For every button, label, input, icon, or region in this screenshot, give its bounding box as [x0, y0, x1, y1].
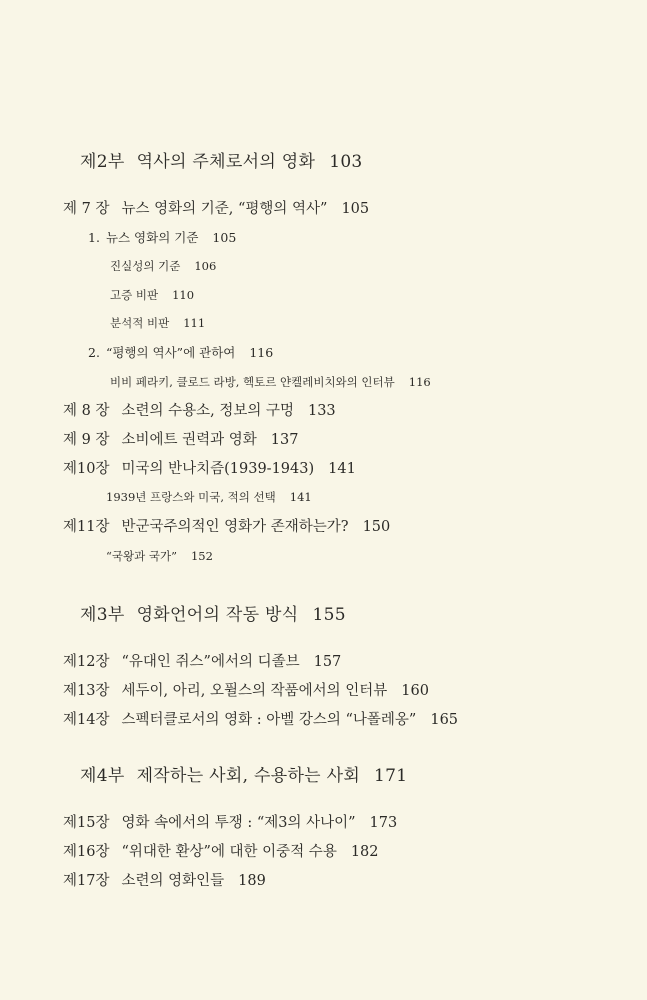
part-label: 제2부: [80, 152, 125, 172]
page-number: 189: [238, 873, 266, 889]
section-label: 1.: [88, 230, 100, 245]
page-number: 116: [249, 345, 274, 360]
page-number: 106: [194, 259, 217, 273]
part-title: 영화언어의 작동 방식: [136, 605, 299, 625]
page-number: 116: [408, 375, 431, 389]
page-number: 150: [362, 519, 391, 535]
toc-chapter: [63, 655, 341, 670]
chapter-label: 제13장: [63, 683, 110, 699]
chapter-title: “위대한 환상”에 대한 이중적 수용: [121, 844, 337, 860]
chapter-title: 미국의 반나치즘(1939-1943): [121, 461, 315, 477]
toc-subsection: [110, 318, 205, 330]
page-number: 171: [374, 766, 408, 786]
chapter-title: 소련의 수용소, 정보의 구멍: [121, 403, 294, 419]
page-number: 182: [350, 844, 379, 860]
toc-chapter: [63, 462, 356, 477]
chapter-label: 제16장: [63, 844, 110, 860]
part-label: 제4부: [80, 766, 125, 786]
part-title: 제작하는 사회, 수용하는 사회: [136, 766, 361, 786]
chapter-label: 제 7 장: [63, 201, 110, 217]
chapter-title: 뉴스 영화의 기준, “평행의 역사”: [121, 201, 328, 217]
chapter-label: 제12장: [63, 654, 110, 670]
chapter-title: 소비에트 권력과 영화: [121, 432, 257, 448]
toc-part-heading: [80, 768, 407, 785]
chapter-title: 반군국주의적인 영화가 존재하는가?: [121, 519, 349, 535]
chapter-label: 제 9 장: [63, 432, 110, 448]
subsection-title: 고증 비판: [110, 288, 159, 302]
chapter-label: 제14장: [63, 712, 110, 728]
toc-chapter: [63, 684, 429, 699]
page-number: 103: [329, 152, 363, 172]
toc-chapter: [63, 845, 379, 860]
page-number: 160: [401, 683, 429, 699]
page-number: 152: [190, 549, 213, 563]
chapter-title: “유대인 쥐스”에서의 디졸브: [121, 654, 300, 670]
page-number: 133: [307, 403, 336, 419]
page-number: 137: [270, 432, 299, 448]
page-number: 165: [430, 712, 459, 728]
toc-section: [88, 347, 273, 360]
page-number: 157: [313, 654, 342, 670]
toc-subsection: [106, 551, 213, 563]
subsection-title: 진실성의 기준: [110, 259, 181, 273]
chapter-label: 제17장: [63, 873, 110, 889]
chapter-label: 제10장: [63, 461, 110, 477]
page-number: 141: [289, 490, 312, 504]
toc-chapter: [63, 713, 458, 728]
toc-subsection: [110, 377, 431, 389]
section-title: “평행의 역사”에 관하여: [105, 345, 236, 360]
section-label: 2.: [88, 345, 100, 360]
chapter-title: 소련의 영화인들: [121, 873, 225, 889]
part-label: 제3부: [80, 605, 125, 625]
page-number: 110: [172, 288, 195, 302]
chapter-title: 세두이, 아리, 오퓔스의 작품에서의 인터뷰: [121, 683, 388, 699]
page-number: 111: [183, 316, 206, 330]
toc-chapter: [63, 816, 397, 831]
subsection-title: 분석적 비판: [110, 316, 170, 330]
toc-subsection: [106, 492, 312, 504]
part-title: 역사의 주체로서의 영화: [136, 152, 316, 172]
toc-chapter: [63, 520, 390, 535]
toc-chapter: [63, 433, 298, 448]
section-title: 뉴스 영화의 기준: [105, 230, 199, 245]
page-number: 155: [312, 605, 346, 625]
chapter-label: 제15장: [63, 815, 110, 831]
chapter-label: 제11장: [63, 519, 110, 535]
toc-part-heading: [80, 607, 346, 624]
toc-subsection: [110, 290, 194, 302]
page-number: 141: [328, 461, 356, 477]
toc-chapter: [63, 404, 336, 419]
toc-subsection: [110, 261, 216, 273]
subsection-title: “국왕과 국가”: [106, 549, 177, 563]
subsection-title: 1939년 프랑스와 미국, 적의 선택: [106, 490, 276, 504]
chapter-title: 영화 속에서의 투쟁 : “제3의 사나이”: [121, 815, 356, 831]
page-number: 105: [212, 230, 237, 245]
page-number: 105: [341, 201, 370, 217]
chapter-title: 스펙터클로서의 영화 : 아벨 강스의 “나폴레옹”: [121, 712, 417, 728]
subsection-title: 비비 페라키, 클로드 라방, 헥토르 얀켈레비치와의 인터뷰: [110, 375, 395, 389]
toc-chapter: [63, 202, 369, 217]
toc-chapter: [63, 874, 266, 889]
toc-section: [88, 232, 236, 245]
toc-part-heading: [80, 154, 363, 171]
page-number: 173: [369, 815, 398, 831]
chapter-label: 제 8 장: [63, 403, 110, 419]
